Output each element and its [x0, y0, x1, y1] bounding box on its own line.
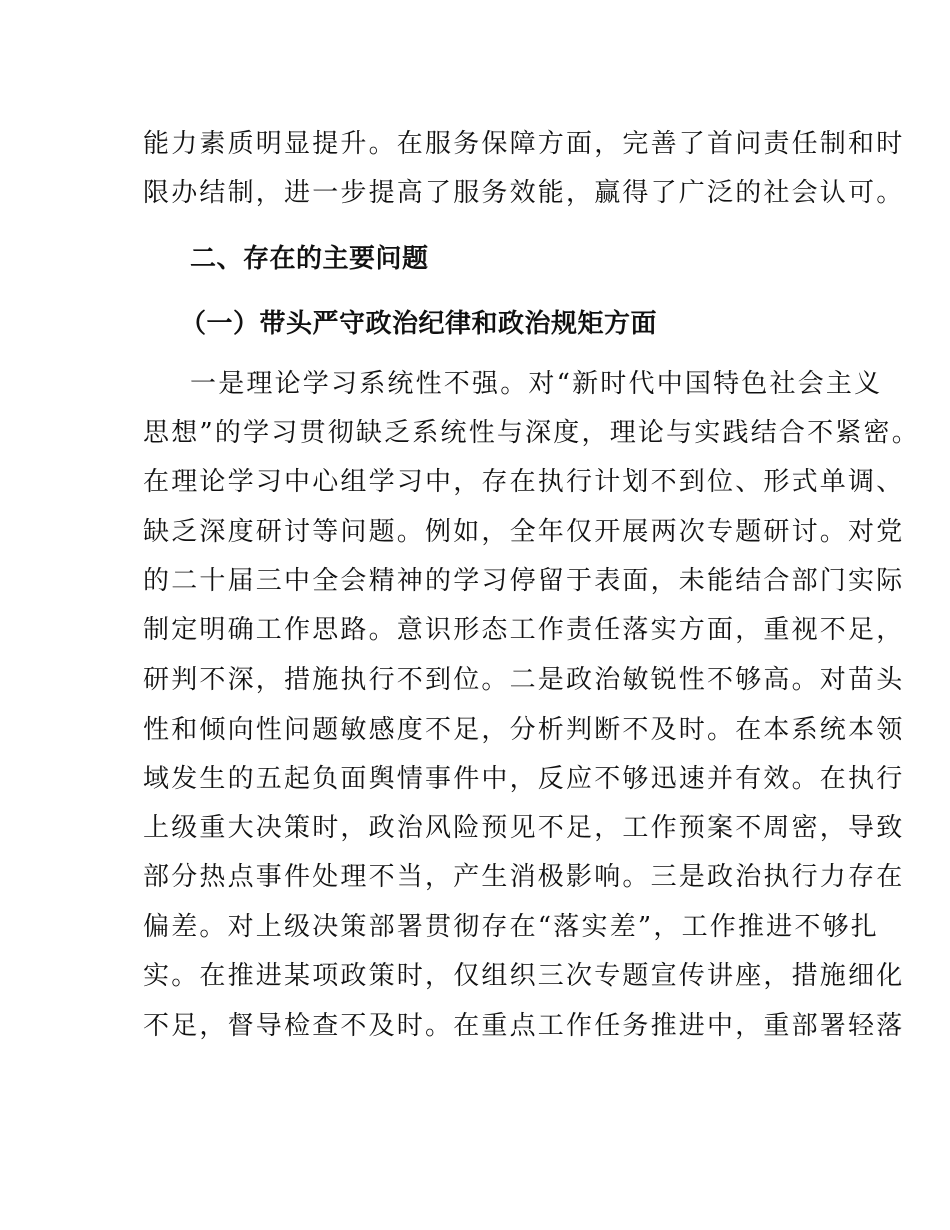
paragraph-line: 在理论学习中心组学习中，存在执行计划不到位、形式单调、: [143, 467, 905, 497]
paragraph-line: 不足，督导检查不及时。在重点工作任务推进中，重部署轻落: [143, 1011, 905, 1041]
paragraph-line: 缺乏深度研讨等问题。例如，全年仅开展两次专题研讨。对党: [143, 517, 905, 547]
paragraph-line: 性和倾向性问题敏感度不足，分析判断不及时。在本系统本领: [143, 715, 905, 745]
paragraph-line: 研判不深，措施执行不到位。二是政治敏锐性不够高。对苗头: [143, 665, 905, 695]
paragraph-line: 思想”的学习贯彻缺乏系统性与深度，理论与实践结合不紧密。: [143, 418, 920, 448]
paragraph-line: 的二十届三中全会精神的学习停留于表面，未能结合部门实际: [143, 566, 905, 596]
paragraph-line: 实。在推进某项政策时，仅组织三次专题宣传讲座，措施细化: [143, 961, 905, 991]
paragraph-line: 能力素质明显提升。在服务保障方面，完善了首问责任制和时: [143, 129, 905, 159]
subsection-heading: （一）带头严守政治纪律和政治规矩方面: [180, 309, 658, 339]
paragraph-line: 制定明确工作思路。意识形态工作责任落实方面，重视不足，: [143, 615, 905, 645]
paragraph-line: 偏差。对上级决策部署贯彻存在“落实差”，工作推进不够扎: [143, 912, 879, 942]
paragraph-line: 上级重大决策时，政治风险预见不足，工作预案不周密，导致: [143, 813, 905, 843]
paragraph-line: 域发生的五起负面舆情事件中，反应不够迅速并有效。在执行: [143, 764, 905, 794]
paragraph-line: 一是理论学习系统性不强。对“新时代中国特色社会主义: [190, 369, 883, 399]
paragraph-line: 部分热点事件处理不当，产生消极影响。三是政治执行力存在: [143, 862, 905, 892]
paragraph-line: 限办结制，进一步提高了服务效能，赢得了广泛的社会认可。: [143, 178, 905, 208]
section-heading: 二、存在的主要问题: [190, 244, 429, 274]
